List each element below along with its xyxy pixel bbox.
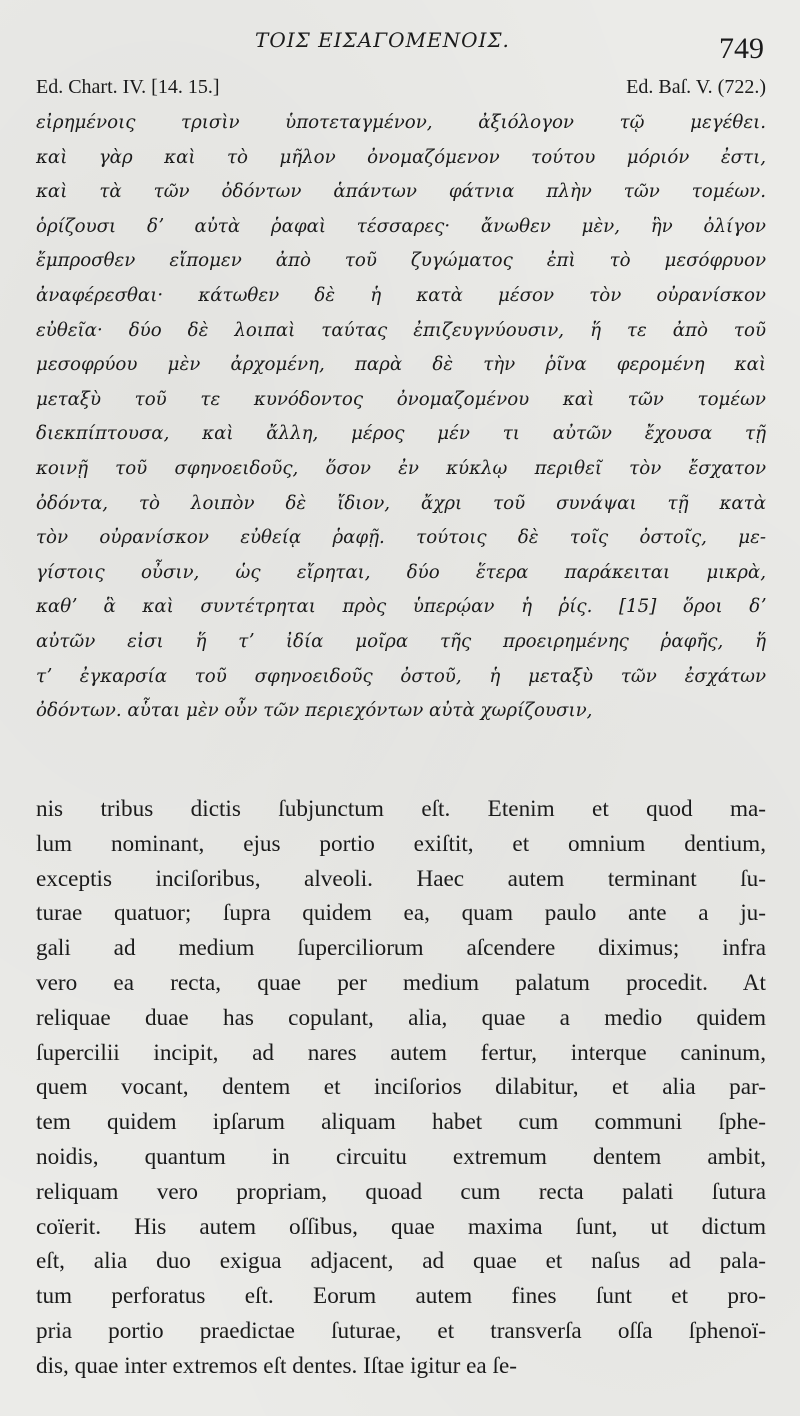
greek-text-line: μεσοφρύου μὲν ἀρχομένη, παρὰ δὲ τὴν ῥῖνα φερομένη καὶ xyxy=(36,354,766,376)
latin-text-line: eſt, alia duo exigua adjacent, ad quae et naſus ad pala- xyxy=(36,1248,766,1275)
latin-text-line: coïerit. His autem oſſibus, quae maxima ſunt, ut dictum xyxy=(36,1213,766,1240)
greek-text-line: εὐθεῖα· δύο δὲ λοιπαὶ ταύτας ἐπιζευγνύουσιν, ἥ τε ἀπὸ τοῦ xyxy=(36,319,766,341)
greek-text-line: τʼ ἐγκαρσία τοῦ σφηνοειδοῦς ὀστοῦ, ἡ μεταξὺ τῶν ἐσχάτων xyxy=(36,665,766,687)
running-head xyxy=(0,28,800,65)
running-head-title: ΤΟΙΣ ΕΙΣΑΓΟΜΕΝΟΙΣ. xyxy=(255,28,510,52)
greek-text-line: ἔμπροσθεν εἴπομεν ἀπὸ τοῦ ζυγώματος ἐπὶ τὸ μεσόφρυον xyxy=(36,250,766,272)
latin-text-line: dis, quae inter extremos eſt dentes. Iſtae igitur ea ſe- xyxy=(36,1352,517,1379)
latin-text-line: reliquae duae has copulant, alia, quae a medio quidem xyxy=(36,1004,766,1031)
edition-reference-line xyxy=(36,76,766,102)
greek-text-line: διεκπίπτουσα, καὶ ἄλλη, μέρος μέν τι αὐτῶν ἔχουσα τῇ xyxy=(36,423,766,445)
greek-text-line: γίστοις οὖσιν, ὡς εἴρηται, δύο ἕτερα παράκειται μικρὰ, xyxy=(36,561,766,583)
latin-text-line: gali ad medium ſuperciliorum aſcendere diximus; infra xyxy=(36,935,766,962)
latin-text-line: ſupercilii incipit, ad nares autem fertur, interque caninum, xyxy=(36,1039,766,1066)
greek-text-block xyxy=(36,106,766,729)
latin-text-line: turae quatuor; ſupra quidem ea, quam paulo ante a ju- xyxy=(36,900,766,927)
edition-chartier-ref: Ed. Chart. IV. [14. 15.] xyxy=(36,76,220,98)
page-number: 749 xyxy=(719,32,764,65)
greek-text-line: καὶ τὰ τῶν ὀδόντων ἁπάντων φάτνια πλὴν τῶν τομέων. xyxy=(36,181,766,203)
greek-text-line: καὶ γὰρ καὶ τὸ μῆλον ὀνομαζόμενον τούτου μόριόν ἐστι, xyxy=(36,146,766,168)
greek-text-line: καθʼ ἃ καὶ συντέτρηται πρὸς ὑπερῴαν ἡ ῥίς. [15] ὅροι δʼ xyxy=(36,596,766,618)
latin-text-line: quem vocant, dentem et inciſorios dilabitur, et alia par- xyxy=(36,1074,766,1101)
latin-text-line: lum nominant, ejus portio exiſtit, et omnium dentium, xyxy=(36,830,766,857)
greek-text-line: ἀναφέρεσθαι· κάτωθεν δὲ ἡ κατὰ μέσον τὸν οὐρανίσκον xyxy=(36,284,766,306)
greek-text-line: εἰρημένοις τρισὶν ὑποτεταγμένον, ἀξιόλογον τῷ μεγέθει. xyxy=(36,112,766,133)
greek-text-line: μεταξὺ τοῦ τε κυνόδοντος ὀνομαζομένου καὶ τῶν τομέων xyxy=(36,388,766,410)
latin-text-line: vero ea recta, quae per medium palatum procedit. At xyxy=(36,969,766,996)
latin-text-block xyxy=(36,792,766,1384)
greek-text-line: αὐτῶν εἰσι ἥ τʼ ἰδία μοῖρα τῆς προειρημένης ῥαφῆς, ἥ xyxy=(36,630,766,652)
greek-text-line: ὀδόντων. αὗται μὲν οὖν τῶν περιεχόντων αὐτὰ χωρίζουσιν, xyxy=(36,700,593,722)
latin-text-line: noidis, quantum in circuitu extremum dentem ambit, xyxy=(36,1143,766,1170)
latin-text-line: tem quidem ipſarum aliquam habet cum communi ſphe- xyxy=(36,1109,766,1136)
greek-text-line: ὀδόντα, τὸ λοιπὸν δὲ ἴδιον, ἄχρι τοῦ συνάψαι τῇ κατὰ xyxy=(36,492,766,514)
greek-text-line: κοινῇ τοῦ σφηνοειδοῦς, ὅσον ἐν κύκλῳ περιθεῖ τὸν ἔσχατον xyxy=(36,457,766,479)
latin-text-line: reliquam vero propriam, quoad cum recta palati ſutura xyxy=(36,1178,766,1205)
latin-text-line: nis tribus dictis ſubjunctum eſt. Etenim et quod ma- xyxy=(36,796,766,822)
latin-text-line: tum perforatus eſt. Eorum autem fines ſunt et pro- xyxy=(36,1283,766,1310)
latin-text-line: exceptis inciſoribus, alveoli. Haec autem terminant ſu- xyxy=(36,865,766,892)
latin-text-line: pria portio praedictae ſuturae, et transverſa oſſa ſphenoï- xyxy=(36,1317,766,1344)
edition-basel-ref: Ed. Baſ. V. (722.) xyxy=(626,76,766,98)
greek-text-line: ὁρίζουσι δʼ αὐτὰ ῥαφαὶ τέσσαρες· ἄνωθεν μὲν, ἣν ὀλίγον xyxy=(36,215,766,237)
greek-text-line: τὸν οὐρανίσκον εὐθείᾳ ῥαφῇ. τούτοις δὲ τοῖς ὀστοῖς, με- xyxy=(36,527,766,549)
